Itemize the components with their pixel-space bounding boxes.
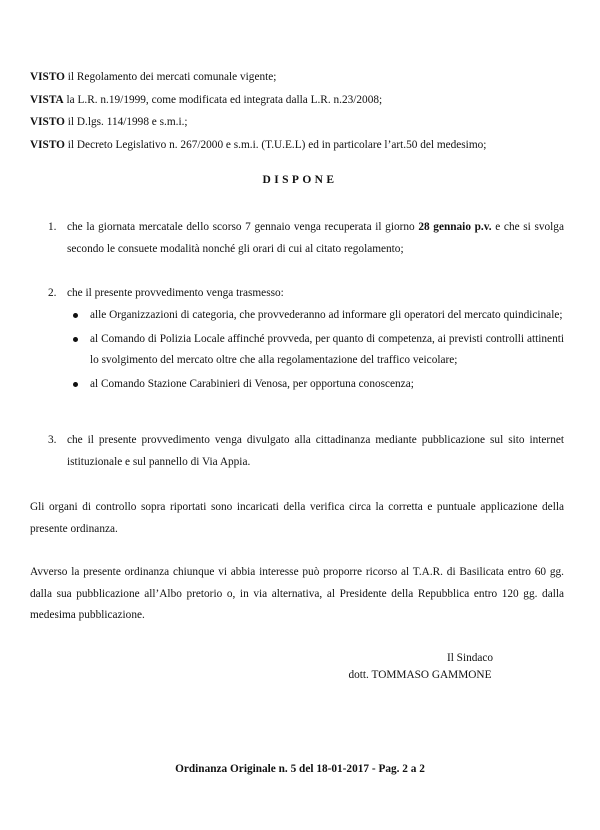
- visto-keyword: VISTO: [30, 116, 65, 128]
- numbered-item-1: [48, 217, 564, 260]
- visto-keyword: VISTO: [30, 138, 65, 151]
- footer-page-number: 2: [402, 763, 408, 775]
- bullet-list: [67, 305, 564, 396]
- item-number: 1.: [48, 221, 57, 233]
- bullet-icon: [73, 382, 78, 387]
- signature-role: Il Sindaco: [446, 652, 494, 664]
- visto-text: il D.lgs. 114/1998 e s.m.i.;: [64, 116, 188, 128]
- item-date-bold: 28 gennaio p.v.: [418, 221, 492, 233]
- item-text: [67, 217, 564, 260]
- item-number: 3.: [48, 434, 57, 446]
- dispone-heading: DISPONE: [262, 174, 338, 186]
- item-number: 2.: [48, 287, 57, 299]
- visto-list: [30, 66, 580, 156]
- visto-text: il Decreto Legislativo n. 267/2000 e s.m.i. (T.U.E.L) ed in particolare l’art.50 del medesimo;: [64, 138, 487, 151]
- visto-line: [30, 111, 580, 134]
- item-intro: che il presente provvedimento venga trasmesso:: [67, 287, 284, 299]
- page-footer: [0, 763, 600, 775]
- visto-line: [30, 89, 580, 112]
- visto-line: [30, 134, 580, 157]
- bullet-item: [67, 374, 564, 396]
- visto-keyword: VISTO: [30, 71, 65, 83]
- footer-type: Originale: [230, 763, 276, 775]
- bullet-text: alle Organizzazioni di categoria, che provvederanno ad informare gli operatori del mercato quindicinale;: [90, 308, 563, 321]
- visto-line: [30, 66, 580, 89]
- bullet-text: al Comando di Polizia Locale affinché provveda, per quanto di competenza, ai previsti controlli attinenti lo svolgimento del mercato oltre che alla regolamentazione del traffico veicolare;: [90, 332, 564, 366]
- item-text: [67, 283, 564, 396]
- visto-text: il Regolamento dei mercati comunale vigente;: [64, 71, 277, 83]
- numbered-item-2: [48, 283, 564, 398]
- item-text-part: che la giornata mercatale dello scorso 7 gennaio venga recuperata il giorno: [67, 221, 419, 233]
- item-text: che il presente provvedimento venga divulgato alla cittadinanza mediante pubblicazione sul sito internet istituzionale e sul pannello di Via Appia.: [67, 434, 564, 468]
- signature-name: dott. TOMMASO GAMMONE: [348, 669, 492, 681]
- footer-total-pages: 2: [419, 763, 425, 775]
- footer-prefix: Ordinanza: [175, 763, 231, 775]
- appeal-paragraph: Avverso la presente ordinanza chiunque vi abbia interesse può proporre ricorso al T.A.R. di Basilicata entro 60 gg. dalla sua pubblicazione all’Albo pretorio o, in via alternativa, al Presidente della Repubblica entro 120 gg. dalla medesima pubblicazione.: [30, 566, 564, 621]
- signature-block: [340, 650, 500, 684]
- bullet-text: al Comando Stazione Carabinieri di Venosa, per opportuna conoscenza;: [90, 378, 414, 390]
- item-text-part: e che si svolga secondo le consuete modalità nonché gli orari di cui al citato regolamento;: [67, 221, 564, 255]
- control-paragraph: Gli organi di controllo sopra riportati sono incaricati della verifica circa la corretta e puntuale applicazione della presente ordinanza.: [30, 501, 564, 535]
- bullet-icon: [73, 337, 78, 342]
- footer-separator: a: [407, 763, 420, 775]
- bullet-item: [67, 305, 564, 327]
- numbered-item-3: [48, 430, 564, 473]
- visto-text: la L.R. n.19/1999, come modificata ed integrata dalla L.R. n.23/2008;: [63, 93, 383, 106]
- footer-middle: n. 5 del 18-01-2017 - Pag.: [275, 763, 403, 775]
- bullet-item: [67, 329, 564, 372]
- bullet-icon: [73, 313, 78, 318]
- visto-keyword: VISTA: [30, 93, 64, 106]
